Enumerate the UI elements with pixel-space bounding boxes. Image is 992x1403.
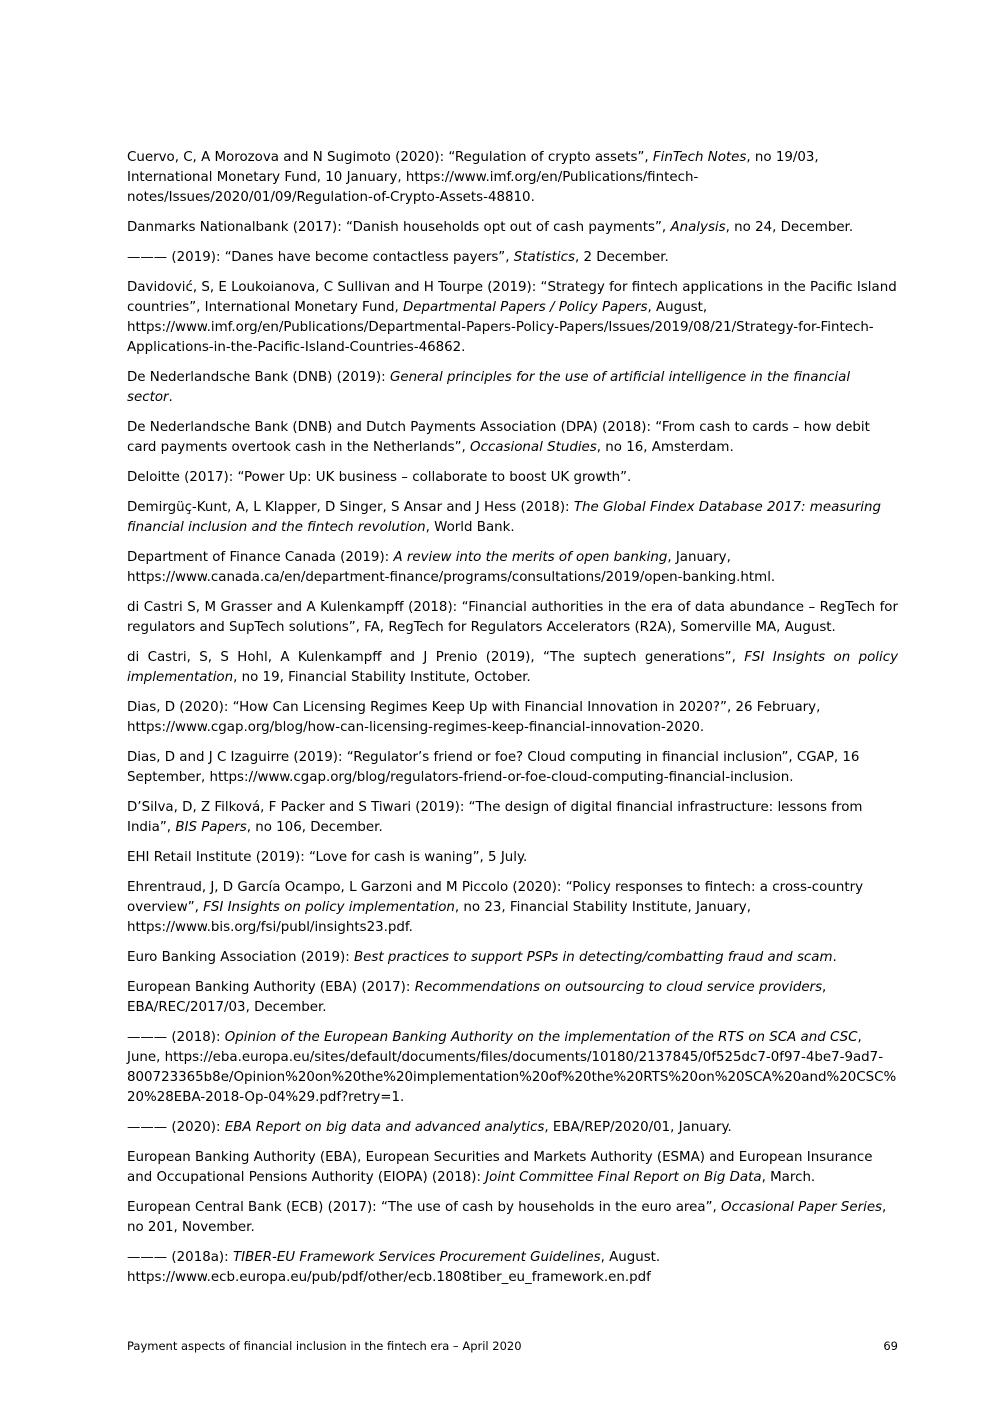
reference-entry	[127, 648, 898, 688]
reference-entry	[127, 1118, 898, 1138]
reference-text: , August. https://www.ecb.europa.eu/pub/pdf/other/ecb.1808tiber_eu_framework.en.pdf	[127, 1250, 661, 1285]
reference-entry	[127, 468, 898, 488]
reference-italic-text: EBA Report on big data and advanced analytics	[224, 1120, 545, 1135]
reference-entry	[127, 218, 898, 238]
reference-text: Danmarks Nationalbank (2017): “Danish households opt out of cash payments”,	[127, 220, 671, 235]
reference-text: Cuervo, C, A Morozova and N Sugimoto (2020): “Regulation of crypto assets”,	[127, 150, 653, 165]
reference-italic-text: FSI Insights on policy implementation	[203, 900, 455, 915]
reference-entry	[127, 248, 898, 268]
reference-text: De Nederlandsche Bank (DNB) and Dutch Payments Association (DPA) (2018): “From cash to cards – how debit card payments overtook cash in the Netherlands”,	[127, 420, 870, 455]
reference-entry	[127, 368, 898, 408]
reference-entry	[127, 748, 898, 788]
reference-italic-text: Statistics	[513, 250, 575, 265]
reference-italic-text: Occasional Studies	[470, 440, 597, 455]
reference-text: Euro Banking Association (2019):	[127, 950, 354, 965]
reference-entry	[127, 1248, 898, 1288]
reference-text: ——— (2020):	[127, 1120, 225, 1135]
reference-italic-text: FSI Insights on policy implementation	[127, 650, 898, 685]
reference-italic-text: A review into the merits of open banking	[393, 550, 668, 565]
reference-text: di Castri, S, S Hohl, A Kulenkampff and J Prenio (2019), “The suptech generations”,	[127, 650, 745, 665]
reference-text: ——— (2019): “Danes have become contactless payers”,	[127, 250, 514, 265]
reference-list	[127, 148, 898, 1298]
reference-italic-text: BIS Papers	[175, 820, 247, 835]
reference-text: Demirgüç-Kunt, A, L Klapper, D Singer, S Ansar and J Hess (2018):	[127, 500, 574, 515]
reference-italic-text: Opinion of the European Banking Authority on the implementation of the RTS on SCA and CSC	[224, 1030, 858, 1045]
reference-text: EHI Retail Institute (2019): “Love for cash is waning”, 5 July.	[127, 850, 528, 865]
reference-entry	[127, 948, 898, 968]
reference-text: .	[168, 390, 173, 405]
reference-text: , no 201, November.	[127, 1200, 887, 1235]
reference-text: Dias, D (2020): “How Can Licensing Regimes Keep Up with Financial Innovation in 2020?”, 26 February, https://www.cgap.org/blog/how-can-licensing-regimes-keep-financial-innovation-2020.	[127, 700, 821, 735]
reference-entry	[127, 1198, 898, 1238]
reference-text: , 2 December.	[574, 250, 669, 265]
reference-entry	[127, 548, 898, 588]
reference-entry	[127, 1148, 898, 1188]
page-number: 69	[883, 1339, 898, 1353]
reference-italic-text: General principles for the use of artificial intelligence in the financial sector	[127, 370, 851, 405]
reference-text: De Nederlandsche Bank (DNB) (2019):	[127, 370, 390, 385]
footer-title: Payment aspects of financial inclusion in the fintech era – April 2020	[127, 1339, 522, 1353]
reference-text: , no 19, Financial Stability Institute, October.	[233, 670, 531, 685]
reference-entry	[127, 698, 898, 738]
reference-text: , no 23, Financial Stability Institute, January, https://www.bis.org/fsi/publ/insights23.pdf.	[127, 900, 751, 935]
reference-entry	[127, 148, 898, 208]
reference-text: Davidović, S, E Loukoianova, C Sullivan and H Tourpe (2019): “Strategy for fintech applications in the Pacific Island countries”, International Monetary Fund,	[127, 280, 897, 315]
reference-text: , August, https://www.imf.org/en/Publications/Departmental-Papers-Policy-Papers/Issues/2019/08/21/Strategy-for-Fintech-Applications-in-the-Pacific-Island-Countries-46862.	[127, 300, 874, 355]
reference-text: , EBA/REC/2017/03, December.	[127, 980, 827, 1015]
reference-text: , March.	[761, 1170, 816, 1185]
reference-text: ——— (2018a):	[127, 1250, 233, 1265]
reference-text: , World Bank.	[425, 520, 515, 535]
reference-text: , EBA/REP/2020/01, January.	[544, 1120, 732, 1135]
reference-italic-text: Departmental Papers / Policy Papers	[402, 300, 648, 315]
reference-italic-text: Recommendations on outsourcing to cloud service providers	[414, 980, 823, 995]
reference-italic-text: Joint Committee Final Report on Big Data	[485, 1170, 762, 1185]
reference-text: , no 106, December.	[246, 820, 383, 835]
page-footer	[127, 1338, 898, 1354]
reference-text: , June, https://eba.europa.eu/sites/default/documents/files/documents/10180/2137845/0f525dc7-0f97-4be7-9ad7-800723365b8e/Opinion%20on%20the%20implementation%20of%20the%20RTS%20on%20SCA%20and%20CSC%20%28EBA-2018-Op-04%29.pdf?retry=1.	[127, 1030, 897, 1105]
reference-text: , no 16, Amsterdam.	[596, 440, 734, 455]
reference-italic-text: Best practices to support PSPs in detecting/combatting fraud and scam	[354, 950, 833, 965]
reference-entry	[127, 798, 898, 838]
reference-text: , January, https://www.canada.ca/en/department-finance/programs/consultations/2019/open-banking.html.	[127, 550, 776, 585]
reference-entry	[127, 418, 898, 458]
reference-entry	[127, 598, 898, 638]
reference-italic-text: Analysis	[670, 220, 726, 235]
reference-text: European Banking Authority (EBA) (2017):	[127, 980, 415, 995]
reference-text: .	[832, 950, 837, 965]
reference-entry	[127, 498, 898, 538]
reference-italic-text: The Global Findex Database 2017: measuring financial inclusion and the fintech revolution	[127, 500, 881, 535]
reference-italic-text: TIBER-EU Framework Services Procurement Guidelines	[232, 1250, 601, 1265]
reference-text: Dias, D and J C Izaguirre (2019): “Regulator’s friend or foe? Cloud computing in financial inclusion”, CGAP, 16 September, https://www.cgap.org/blog/regulators-friend-or-foe-cloud-computing-financial-inclusion.	[127, 750, 860, 785]
reference-text: di Castri S, M Grasser and A Kulenkampff (2018): “Financial authorities in the era of data abundance – RegTech for regulators and SupTech solutions”, FA, RegTech for Regulators Accelerators (R2A), Somerville MA, August.	[127, 600, 898, 635]
reference-entry	[127, 878, 898, 938]
reference-text: Deloitte (2017): “Power Up: UK business – collaborate to boost UK growth”.	[127, 470, 632, 485]
reference-italic-text: FinTech Notes	[652, 150, 747, 165]
reference-entry	[127, 278, 898, 358]
reference-text: , no 24, December.	[725, 220, 854, 235]
reference-entry	[127, 1028, 898, 1108]
reference-entry	[127, 848, 898, 868]
reference-text: European Central Bank (ECB) (2017): “The use of cash by households in the euro area”,	[127, 1200, 722, 1215]
reference-entry	[127, 978, 898, 1018]
reference-text: ——— (2018):	[127, 1030, 225, 1045]
reference-text: , no 19/03, International Monetary Fund, 10 January, https://www.imf.org/en/Publications/fintech-notes/Issues/2020/01/09/Regulation-of-Crypto-Assets-48810.	[127, 150, 819, 205]
reference-text: European Banking Authority (EBA), European Securities and Markets Authority (ESMA) and European Insurance and Occupational Pensions Authority (EIOPA) (2018):	[127, 1150, 873, 1185]
reference-italic-text: Occasional Paper Series	[721, 1200, 883, 1215]
reference-text: D’Silva, D, Z Filková, F Packer and S Tiwari (2019): “The design of digital financial infrastructure: lessons from India”,	[127, 800, 863, 835]
reference-text: Department of Finance Canada (2019):	[127, 550, 394, 565]
reference-text: Ehrentraud, J, D García Ocampo, L Garzoni and M Piccolo (2020): “Policy responses to fintech: a cross-country overview”,	[127, 880, 863, 915]
